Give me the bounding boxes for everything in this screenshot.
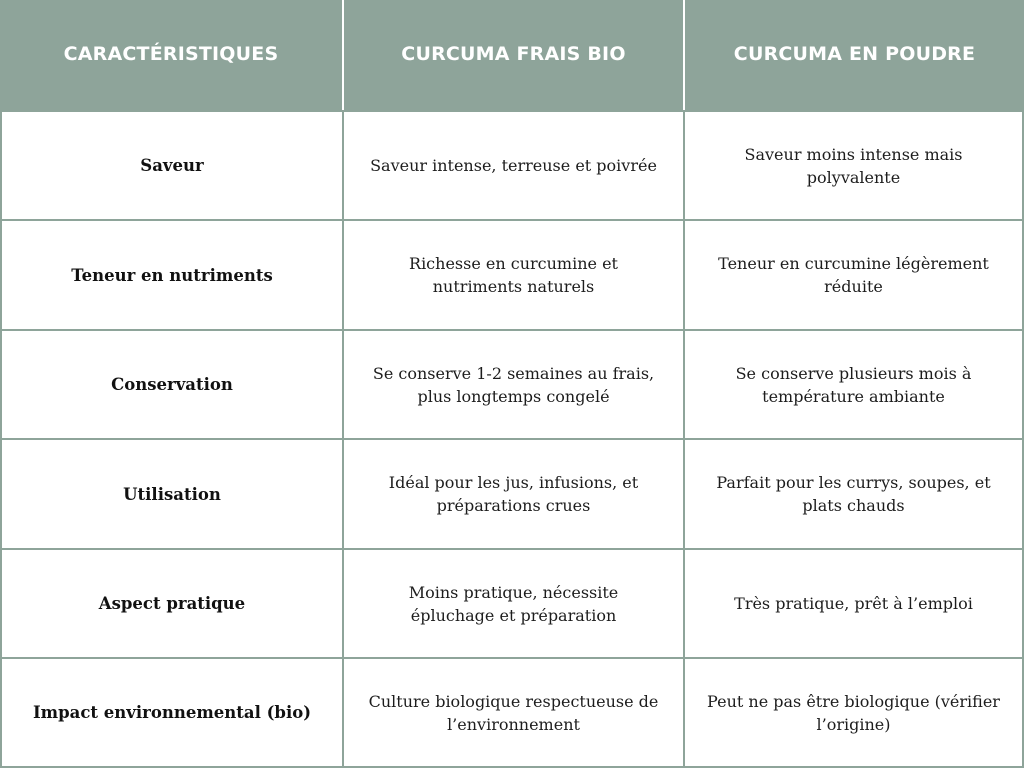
cell-powder-utilisation: Parfait pour les currys, soupes, et plats chauds xyxy=(683,438,1024,548)
row-label-aspect-pratique: Aspect pratique xyxy=(0,548,342,657)
cell-powder-saveur: Saveur moins intense mais polyvalente xyxy=(683,110,1024,219)
row-label-utilisation: Utilisation xyxy=(0,438,342,548)
cell-fresh-saveur: Saveur intense, terreuse et poivrée xyxy=(342,110,683,219)
cell-powder-aspect-pratique: Très pratique, prêt à l’emploi xyxy=(683,548,1024,657)
cell-fresh-conservation: Se conserve 1-2 semaines au frais, plus longtemps congelé xyxy=(342,329,683,438)
row-label-saveur: Saveur xyxy=(0,110,342,219)
cell-powder-impact-environnemental: Peut ne pas être biologique (vérifier l’origine) xyxy=(683,657,1024,768)
cell-fresh-aspect-pratique: Moins pratique, nécessite épluchage et préparation xyxy=(342,548,683,657)
row-label-impact-environnemental: Impact environnemental (bio) xyxy=(0,657,342,768)
cell-fresh-impact-environnemental: Culture biologique respectueuse de l’environnement xyxy=(342,657,683,768)
header-fresh-turmeric: CURCUMA FRAIS BIO xyxy=(342,0,683,110)
cell-fresh-nutriments: Richesse en curcumine et nutriments naturels xyxy=(342,219,683,329)
header-characteristics: CARACTÉRISTIQUES xyxy=(0,0,342,110)
header-powder-turmeric: CURCUMA EN POUDRE xyxy=(683,0,1024,110)
row-label-nutriments: Teneur en nutriments xyxy=(0,219,342,329)
cell-powder-conservation: Se conserve plusieurs mois à température ambiante xyxy=(683,329,1024,438)
row-label-conservation: Conservation xyxy=(0,329,342,438)
cell-fresh-utilisation: Idéal pour les jus, infusions, et préparations crues xyxy=(342,438,683,548)
cell-powder-nutriments: Teneur en curcumine légèrement réduite xyxy=(683,219,1024,329)
